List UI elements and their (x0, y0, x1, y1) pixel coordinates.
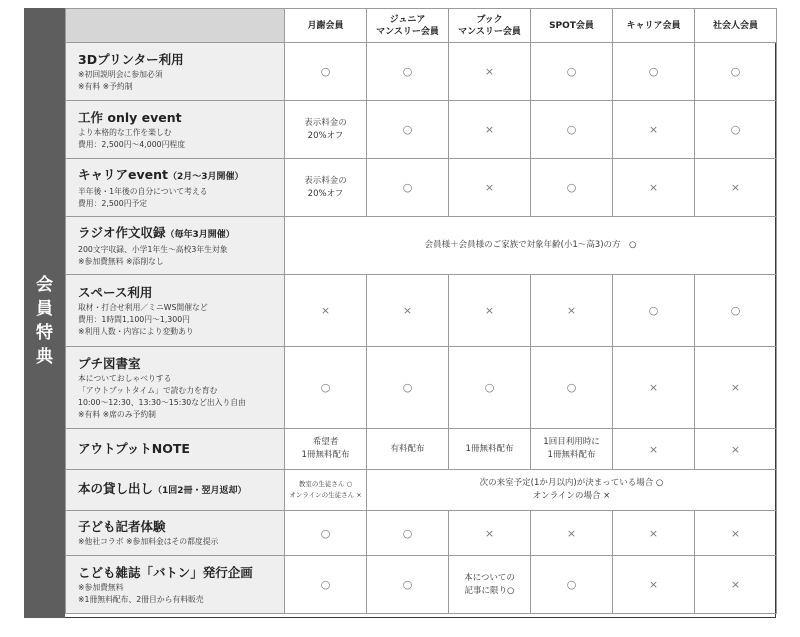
unavailable-mark: × (613, 429, 695, 470)
unavailable-mark: × (613, 101, 695, 159)
available-mark: ○ (695, 43, 777, 101)
feature-desc: 本についておしゃべりする (78, 373, 172, 383)
side-char: 員 (36, 299, 53, 319)
feature-desc: 費用：2,500円予定 (78, 198, 148, 208)
col-header: ブック マンスリー会員 (449, 9, 531, 43)
available-mark: ○ (449, 347, 531, 429)
feature-desc: ※有料 ※席のみ予約制 (78, 409, 156, 419)
feature-desc: ※参加費無料 (78, 582, 124, 592)
feature-title: 本の貸し出し（1回2冊・翌月返却） (78, 481, 247, 496)
unavailable-mark: × (695, 159, 777, 217)
unavailable-mark: × (695, 511, 777, 556)
unavailable-mark: × (367, 275, 449, 347)
available-mark: ○ (367, 511, 449, 556)
feature-desc: 「アウトプットタイム」で読む力を育む (78, 385, 218, 395)
feature-desc: ※利用人数・内容により変動あり (78, 326, 194, 336)
feature-desc: 費用：1時間1,100円〜1,300円 (78, 314, 190, 324)
feature-cell (66, 43, 285, 101)
feature-title: こども雑誌「バトン」発行企画 (78, 564, 253, 580)
benefit-row (66, 429, 777, 470)
benefit-cell: 次の来室予定(1か月以内)が決まっている場合 ○ オンラインの場合 × (367, 470, 777, 511)
feature-cell (66, 556, 285, 614)
available-mark: ○ (367, 556, 449, 614)
unavailable-mark: × (449, 275, 531, 347)
available-mark: ○ (531, 556, 613, 614)
unavailable-mark: × (613, 159, 695, 217)
feature-desc: 10:00〜12:30、13:30〜15:30など出入り自由 (78, 397, 246, 407)
benefit-cell: 教室の生徒さん ○ オンラインの生徒さん × (285, 470, 367, 511)
feature-title: ラジオ作文収録（毎年3月開催） (78, 224, 235, 240)
available-mark: ○ (285, 347, 367, 429)
col-header: ジュニア マンスリー会員 (367, 9, 449, 43)
benefit-row (66, 556, 777, 614)
available-mark: ○ (367, 101, 449, 159)
side-char: 典 (36, 347, 53, 367)
feature-cell (66, 347, 285, 429)
available-mark: ○ (531, 159, 613, 217)
benefit-cell: 表示料金の 20%オフ (285, 159, 367, 217)
feature-title: 工作 only event (78, 109, 182, 125)
feature-cell (66, 101, 285, 159)
feature-title: 子ども記者体験 (78, 519, 166, 534)
available-mark: ○ (285, 43, 367, 101)
feature-desc: ※1冊無料配布、2冊目から有料販売 (78, 594, 204, 604)
unavailable-mark: × (449, 101, 531, 159)
col-header: 月謝会員 (285, 9, 367, 43)
header-corner (66, 9, 285, 43)
unavailable-mark: × (695, 556, 777, 614)
unavailable-mark: × (613, 511, 695, 556)
available-mark: ○ (285, 556, 367, 614)
benefit-cell: 本についての 記事に限り○ (449, 556, 531, 614)
feature-title-note: （毎年3月開催） (165, 229, 235, 240)
feature-desc: ※他社コラボ ※参加料金はその都度提示 (78, 537, 219, 546)
benefit-row (66, 159, 777, 217)
feature-cell (66, 429, 285, 470)
feature-title: プチ図書室 (78, 355, 141, 371)
available-mark: ○ (695, 101, 777, 159)
col-header: キャリア会員 (613, 9, 695, 43)
table-body (66, 43, 777, 614)
benefit-cell: 有料配布 (367, 429, 449, 470)
feature-desc: 200文字収録、小学1年生〜高校3年生対象 (78, 244, 228, 254)
feature-desc: 半年後・1年後の自分について考える (78, 186, 208, 196)
feature-desc: ※参加費無料 ※添削なし (78, 256, 164, 266)
benefits-table (65, 8, 777, 614)
available-mark: ○ (367, 159, 449, 217)
header-row (66, 9, 777, 43)
feature-cell (66, 159, 285, 217)
unavailable-mark: × (531, 275, 613, 347)
feature-title: キャリアevent（2月〜3月開催） (78, 166, 244, 182)
col-header: SPOT会員 (531, 9, 613, 43)
benefit-row (66, 43, 777, 101)
benefit-row (66, 101, 777, 159)
feature-desc: 取材・打合せ利用／ミニWS開催など (78, 302, 208, 312)
benefit-row (66, 470, 777, 511)
benefit-row (66, 347, 777, 429)
feature-desc: 費用：2,500円〜4,000円程度 (78, 139, 186, 149)
unavailable-mark: × (285, 275, 367, 347)
benefit-cell: 会員様＋会員様のご家族で対象年齢(小1〜高3)の方 ○ (285, 217, 777, 275)
side-char: 会 (36, 275, 53, 295)
benefit-cell: 1回目利用時に 1冊無料配布 (531, 429, 613, 470)
feature-title: 3Dプリンター利用 (78, 51, 184, 67)
feature-cell (66, 511, 285, 556)
available-mark: ○ (367, 43, 449, 101)
side-char: 特 (36, 323, 53, 343)
benefit-cell: 1冊無料配布 (449, 429, 531, 470)
col-header: 社会人会員 (695, 9, 777, 43)
available-mark: ○ (695, 275, 777, 347)
available-mark: ○ (285, 511, 367, 556)
benefit-row (66, 511, 777, 556)
feature-title: アウトプットNOTE (78, 441, 190, 456)
feature-cell (66, 275, 285, 347)
side-banner (24, 8, 65, 618)
feature-desc: より本格的な工作を楽しむ (78, 127, 172, 137)
available-mark: ○ (531, 347, 613, 429)
available-mark: ○ (367, 347, 449, 429)
unavailable-mark: × (613, 556, 695, 614)
unavailable-mark: × (695, 347, 777, 429)
available-mark: ○ (531, 101, 613, 159)
unavailable-mark: × (449, 511, 531, 556)
unavailable-mark: × (449, 43, 531, 101)
unavailable-mark: × (531, 511, 613, 556)
feature-desc: ※初回説明会に参加必須 (78, 69, 163, 79)
unavailable-mark: × (695, 429, 777, 470)
unavailable-mark: × (613, 347, 695, 429)
feature-desc: ※有料 ※予約制 (78, 81, 133, 91)
feature-cell (66, 217, 285, 275)
available-mark: ○ (613, 43, 695, 101)
feature-title-note: （1回2冊・翌月返却） (153, 486, 247, 496)
benefit-cell: 表示料金の 20%オフ (285, 101, 367, 159)
benefit-cell: 希望者 1冊無料配布 (285, 429, 367, 470)
unavailable-mark: × (449, 159, 531, 217)
benefit-row (66, 275, 777, 347)
feature-title: スペース利用 (78, 284, 153, 300)
available-mark: ○ (531, 43, 613, 101)
benefit-row (66, 217, 777, 275)
feature-title-note: （2月〜3月開催） (167, 171, 244, 182)
available-mark: ○ (613, 275, 695, 347)
feature-cell (66, 470, 285, 511)
side-label (24, 273, 65, 369)
